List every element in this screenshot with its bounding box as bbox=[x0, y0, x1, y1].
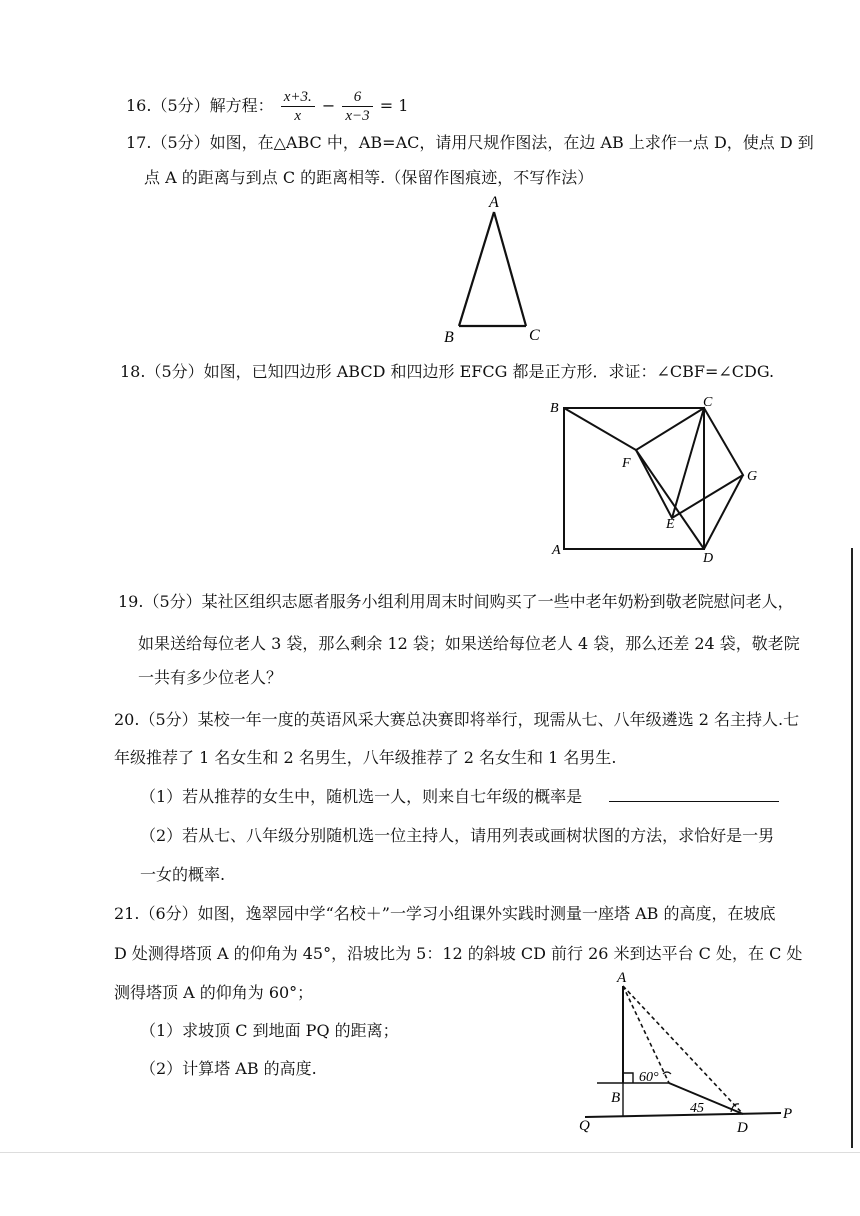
q18-label-e: E bbox=[666, 517, 675, 532]
q19-line-2: 如果送给每位老人 3 袋，那么剩余 12 袋；如果送给每位老人 4 袋，那么还差 24 袋，敬老院 bbox=[138, 634, 800, 653]
q17-line-1: 17.（5分）如图，在△ABC 中，AB=AC，请用尺规作图法，在边 AB 上求作一点 D，使点 D 到 bbox=[126, 133, 814, 152]
q17-side-ab bbox=[459, 212, 494, 326]
q19-line-1: 19.（5分）某社区组织志愿者服务小组利用周末时间购买了一些中老年奶粉到敬老院慰问老人， bbox=[118, 592, 794, 611]
q21-angle-arc-c bbox=[663, 1072, 671, 1074]
q16-score: （5分） bbox=[151, 96, 210, 115]
q20-part-2a: （2）若从七、八年级分别随机选一位主持人，请用列表或画树状图的方法，求恰好是一男 bbox=[140, 826, 775, 845]
q18-segment-fd bbox=[636, 450, 704, 549]
q16-frac2-numerator: 6 bbox=[342, 88, 372, 107]
q20-line-2: 年级推荐了 1 名女生和 2 名男生，八年级推荐了 2 名女生和 1 名男生. bbox=[114, 748, 617, 767]
q21-ground-pq bbox=[585, 1113, 781, 1117]
q18-label-a: A bbox=[552, 543, 561, 558]
q17-line-2: 点 A 的距离与到点 C 的距离相等.（保留作图痕迹，不写作法） bbox=[144, 168, 594, 187]
q21-line-3: 测得塔顶 A 的仰角为 60°； bbox=[114, 983, 314, 1002]
q17-label-a: A bbox=[489, 194, 499, 211]
q21-sightline-ca bbox=[623, 986, 669, 1083]
page-edge-rule bbox=[851, 548, 853, 1148]
q18-segment-bf bbox=[564, 408, 636, 450]
q16-number: 16. bbox=[126, 96, 152, 115]
q19-line-3: 一共有多少位老人？ bbox=[138, 668, 283, 687]
q21-tower-figure bbox=[575, 966, 805, 1138]
q21-part-2: （2）计算塔 AB 的高度. bbox=[140, 1059, 317, 1078]
q21-label-p: P bbox=[783, 1106, 793, 1122]
q16-line bbox=[126, 86, 408, 126]
q16-text: 解方程： bbox=[209, 96, 274, 115]
q16-fraction-1 bbox=[281, 88, 315, 125]
q16-rhs: = 1 bbox=[379, 96, 409, 115]
q18-square-efcg bbox=[636, 408, 743, 518]
q18-label-b: B bbox=[550, 401, 559, 416]
q18-squares-figure bbox=[540, 392, 780, 572]
q21-part-1: （1）求坡顶 C 到地面 PQ 的距离； bbox=[140, 1021, 399, 1040]
page-bottom-divider bbox=[0, 1152, 860, 1153]
q21-sightline-da bbox=[623, 986, 743, 1114]
q21-label-d: D bbox=[737, 1120, 748, 1136]
q16-frac1-numerator: x+3. bbox=[281, 88, 315, 107]
q18-label-g: G bbox=[747, 469, 758, 484]
q20-line-1: 20.（5分）某校一年一度的英语风采大赛总决赛即将举行，现需从七、八年级遴选 2 名主持人.七 bbox=[114, 710, 800, 729]
q20-part-1 bbox=[140, 787, 779, 807]
q21-label-angle-45: 45 bbox=[690, 1101, 704, 1116]
q16-minus: − bbox=[321, 96, 336, 115]
q16-frac2-denominator: x−3 bbox=[345, 108, 370, 124]
q18-label-f: F bbox=[622, 456, 631, 471]
q18-label-d: D bbox=[703, 551, 714, 566]
q20-part-2b: 一女的概率. bbox=[140, 865, 226, 884]
q21-label-b: B bbox=[611, 1090, 621, 1106]
q16-fraction-2 bbox=[342, 88, 372, 125]
q17-label-b: B bbox=[444, 329, 454, 346]
q21-label-a: A bbox=[617, 970, 627, 986]
q20-answer-blank bbox=[609, 787, 779, 802]
q21-label-q: Q bbox=[579, 1118, 590, 1134]
q20-part-1-text: （1）若从推荐的女生中，随机选一人，则来自七年级的概率是 bbox=[140, 787, 583, 806]
q21-line-2: D 处测得塔顶 A 的仰角为 45°，沿坡比为 5：12 的斜坡 CD 前行 26 米到达平台 C 处，在 C 处 bbox=[114, 944, 803, 963]
q21-label-angle-60: 60° bbox=[639, 1070, 659, 1085]
q18-label-c: C bbox=[703, 395, 713, 410]
q17-triangle-figure bbox=[430, 190, 560, 350]
q21-line-1: 21.（6分）如图，逸翠园中学“名校＋”一学习小组课外实践时测量一座塔 AB 的高度，在坡底 bbox=[114, 904, 776, 923]
q17-label-c: C bbox=[529, 327, 540, 344]
q17-side-ac bbox=[494, 212, 526, 326]
q16-frac1-denominator: x bbox=[294, 108, 302, 124]
q18-line-1: 18.（5分）如图，已知四边形 ABCD 和四边形 EFCG 都是正方形．求证：∠CBF=∠CDG. bbox=[120, 362, 775, 381]
q21-right-angle-mark bbox=[623, 1073, 633, 1083]
